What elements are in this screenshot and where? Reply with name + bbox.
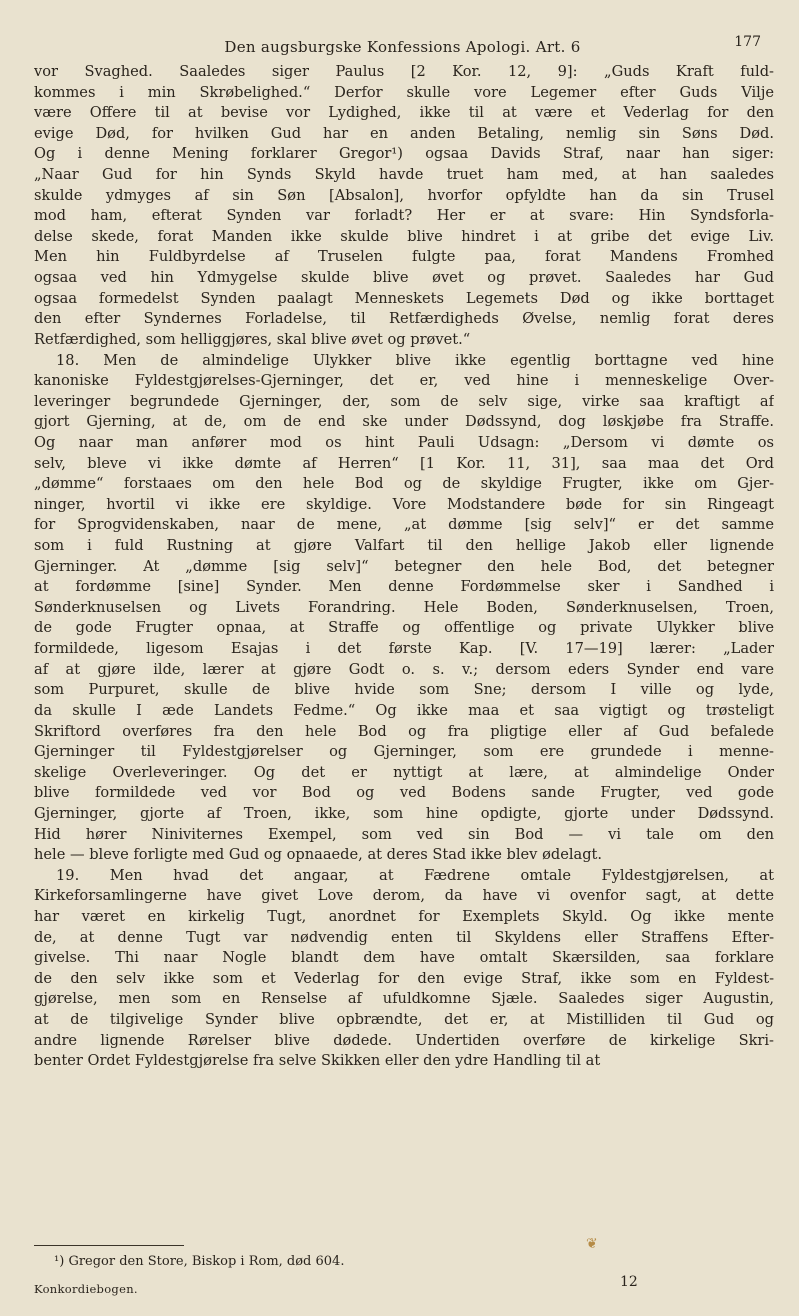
text-line: kanoniske Fyldestgjørelses-Gjerninger, det er, ved hine i menneskelige Over- [34,372,774,390]
text-line: af at gjøre ilde, lærer at gjøre Godt o. s. v.; dersom eders Synder end vare [34,660,774,678]
text-line: Sønderknuselsen og Livets Forandring. Hele Boden, Sønderknuselsen, Troen, [34,598,774,616]
text-line: at de tilgivelige Synder blive opbrændte, det er, at Mistilliden til Gud og [34,1011,774,1029]
text-line: selv, bleve vi ikke dømte af Herren“ [1 Kor. 11, 31], saa maa det Ord [34,454,774,472]
text-line: Men hin Fuldbyrdelse af Truselen fulgte paa, forat Mandens Fromhed [34,248,774,266]
text-line: Skriftord overføres fra den hele Bod og fra pligtige eller af Gud befalede [34,722,774,740]
text-line: ogsaa formedelst Synden paalagt Menneskets Legemets Død og ikke borttaget [34,289,774,307]
text-line: ogsaa ved hin Ydmygelse skulde blive øvet og prøvet. Saaledes har Gud [34,269,774,287]
text-line: de, at denne Tugt var nødvendig enten til Skyldens eller Straffens Efter- [34,928,774,946]
text-line: Og naar man anfører mod os hint Pauli Udsagn: „Dersom vi dømte os [34,433,774,451]
text-line: skelige Overleveringer. Og det er nyttigt at lære, at almindelige Onder [34,763,774,781]
text-line: da skulle I æde Landets Fedme.“ Og ikke maa et saa vigtigt og trøsteligt [34,701,774,719]
footnote-marker: ¹) [54,1254,65,1269]
ornament-icon: ❦ [586,1236,598,1252]
text-line: 19. Men hvad det angaar, at Fædrene omtale Fyldestgjørelsen, at [56,866,774,884]
running-title: Den augsburgske Konfessions Apologi. Art. 6 [224,38,581,56]
text-line: den efter Syndernes Forladelse, til Retfærdigheds Øvelse, nemlig forat deres [34,310,774,328]
text-line: at fordømme [sine] Synder. Men denne Fordømmelse sker i Sandhed i [34,578,774,596]
text-line: blive formildede ved vor Bod og ved Bodens sande Frugter, ved gode [34,784,774,802]
text-line: kommes i min Skrøbelighed.“ Derfor skulle vore Legemer efter Guds Vilje [34,83,774,101]
text-line: delse skede, forat Manden ikke skulde blive hindret i at gribe det evige Liv. [34,227,774,245]
signature-mark: Konkordiebogen. [34,1282,138,1296]
text-line: for Sprogvidenskaben, naar de mene, „at dømme [sig selv]“ er det samme [34,516,774,534]
text-line: hele — bleve forligte med Gud og opnaaede, at deres Stad ikke blev ødelagt. [34,846,603,864]
text-line: givelse. Thi naar Nogle blandt dem have omtalt Skærsilden, saa forklare [34,949,774,967]
text-line: Retfærdighed, som helliggjøres, skal blive øvet og prøvet.“ [34,330,471,348]
text-line: være Offere til at bevise vor Lydighed, ikke til at være et Vederlag for den [34,104,774,122]
text-line: Gjerninger til Fyldestgjørelser og Gjerninger, som ere grundede i menne- [34,743,774,761]
text-line: Hid hører Niniviternes Exempel, som ved sin Bod — vi tale om den [34,825,774,843]
footnote-rule [34,1245,184,1246]
text-line: skulde ydmyges af sin Søn [Absalon], hvorfor opfyldte han da sin Trusel [34,186,774,204]
text-line: „Naar Gud for hin Synds Skyld havde truet ham med, at han saaledes [34,166,774,184]
footnote-text: Gregor den Store, Biskop i Rom, død 604. [68,1254,345,1269]
text-line: de den selv ikke som et Vederlag for den evige Straf, ikke som en Fyldest- [34,969,774,987]
text-line: benter Ordet Fyldestgjørelse fra selve Skikken eller den ydre Handling til at [34,1052,601,1070]
text-line: Og i denne Mening forklarer Gregor¹) ogsaa Davids Straf, naar han siger: [34,145,774,163]
text-line: leveringer begrundede Gjerninger, der, som de selv sige, virke saa kraftigt af [34,392,774,410]
running-header [34,34,771,60]
text-line: gjørelse, men som en Renselse af ufuldkomne Sjæle. Saaledes siger Augustin, [34,990,774,1008]
text-line: gjort Gjerning, at de, om de end ske under Dødssynd, dog løskjøbe fra Straffe. [34,413,774,431]
text-line: Gjerninger. At „dømme [sig selv]“ betegner den hele Bod, det betegner [34,557,774,575]
text-line: som Purpuret, skulle de blive hvide som Sne; dersom I ville og lyde, [34,681,774,699]
main-text [34,62,774,1202]
text-line: 18. Men de almindelige Ulykker blive ikke egentlig borttagne ved hine [56,351,774,369]
text-line: som i fuld Rustning at gjøre Valfart til den hellige Jakob eller lignende [34,537,774,555]
text-line: evige Død, for hvilken Gud har en anden Betaling, nemlig sin Søns Død. [34,124,774,142]
text-line: formildede, ligesom Esajas i det første Kap. [V. 17—19] lærer: „Lader [34,640,774,658]
text-line: „dømme“ forstaaes om den hele Bod og de skyldige Frugter, ikke om Gjer- [34,475,774,493]
text-line: Kirkeforsamlingerne have givet Love derom, da have vi ovenfor sagt, at dette [34,887,774,905]
text-line: ninger, hvortil vi ikke ere skyldige. Vore Modstandere bøde for sin Ringeagt [34,495,774,513]
text-line: Gjerninger, gjorte af Troen, ikke, som hine opdigte, gjorte under Dødssynd. [34,804,774,822]
text-line: andre lignende Rørelser blive dødede. Undertiden overføre de kirkelige Skri- [34,1031,774,1049]
text-line: har været en kirkelig Tugt, anordnet for Exemplets Skyld. Og ikke mente [34,907,774,925]
text-line: de gode Frugter opnaa, at Straffe og offentlige og private Ulykker blive [34,619,774,637]
footnote [54,1254,344,1269]
page-number: 177 [734,34,761,50]
text-line: mod ham, efterat Synden var forladt? Her er at svare: Hin Syndsforla- [34,207,774,225]
signature-number: 12 [620,1274,638,1290]
text-line: vor Svaghed. Saaledes siger Paulus [2 Kor. 12, 9]: „Guds Kraft fuld- [34,63,774,80]
